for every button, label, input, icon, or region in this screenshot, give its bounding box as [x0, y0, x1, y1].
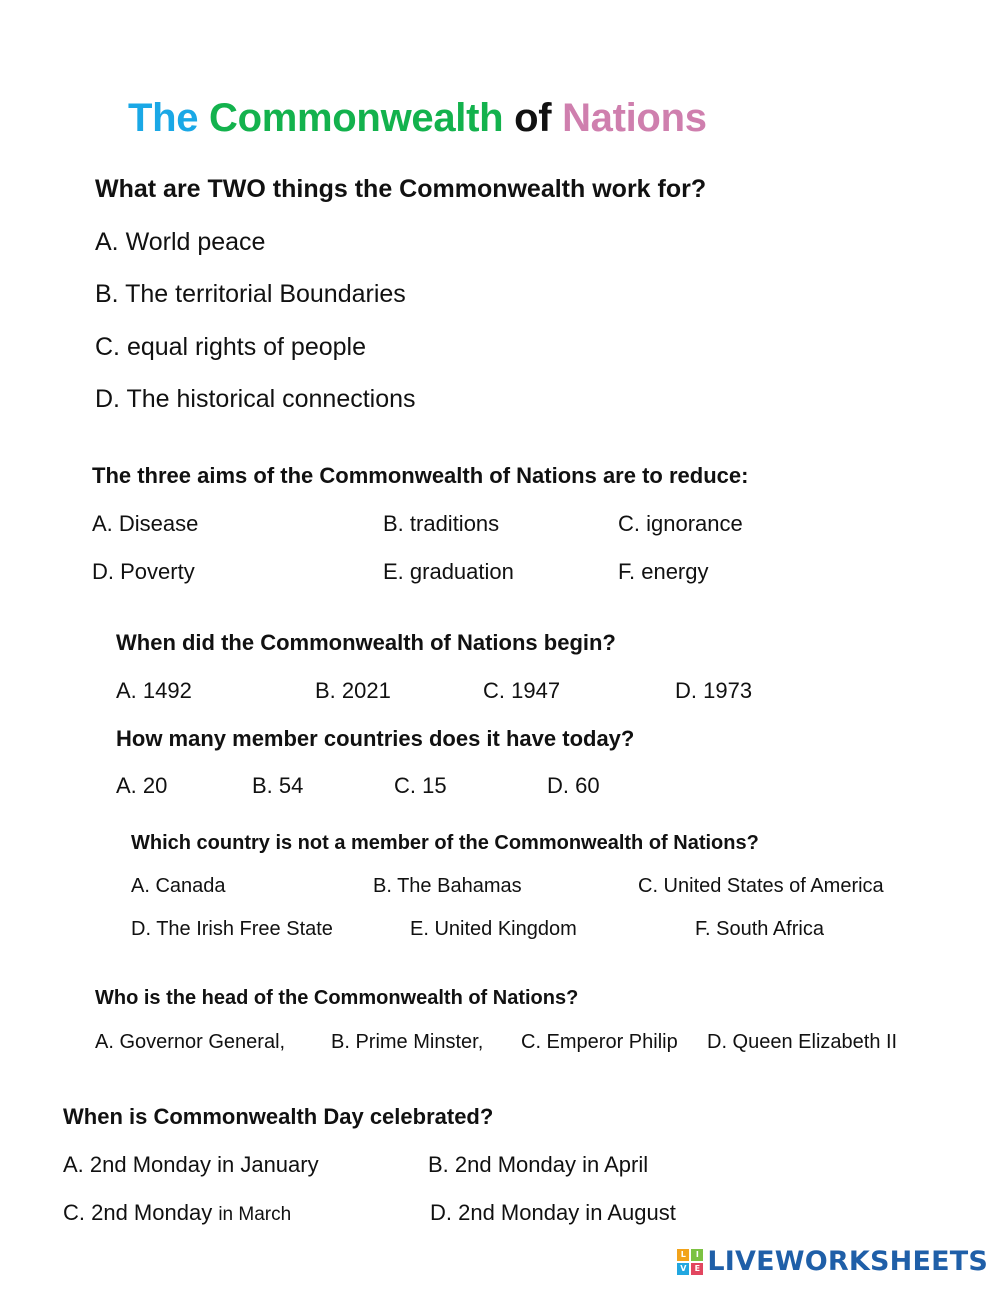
- question-5: Which country is not a member of the Commonwealth of Nations?: [131, 832, 759, 854]
- q4-option-b[interactable]: B. 54: [252, 773, 304, 798]
- logo-letter-e: E: [691, 1263, 703, 1275]
- q7-option-c-suffix: in March: [218, 1204, 292, 1225]
- q5-option-a[interactable]: A. Canada: [131, 875, 226, 897]
- question-1: What are TWO things the Commonwealth work for?: [95, 175, 707, 203]
- q2-option-c[interactable]: C. ignorance: [618, 511, 743, 536]
- q1-option-b[interactable]: B. The territorial Boundaries: [95, 280, 406, 308]
- q4-option-c[interactable]: C. 15: [394, 773, 447, 798]
- page-title: [128, 96, 707, 141]
- q2-option-b[interactable]: B. traditions: [383, 511, 500, 536]
- q3-option-c[interactable]: C. 1947: [483, 678, 561, 703]
- question-3: When did the Commonwealth of Nations begin?: [116, 630, 616, 655]
- q7-option-b[interactable]: B. 2nd Monday in April: [428, 1152, 649, 1177]
- q5-option-e[interactable]: E. United Kingdom: [410, 918, 577, 940]
- question-4: How many member countries does it have today?: [116, 726, 635, 751]
- liveworksheets-logo: [677, 1246, 988, 1277]
- title-word-1: The: [128, 96, 199, 140]
- question-7: When is Commonwealth Day celebrated?: [63, 1104, 494, 1129]
- q6-option-b[interactable]: B. Prime Minster,: [331, 1031, 484, 1053]
- q3-option-d[interactable]: D. 1973: [675, 678, 753, 703]
- logo-text: LIVEWORKSHEETS: [707, 1246, 988, 1277]
- q7-option-c[interactable]: [63, 1200, 291, 1226]
- q2-option-f[interactable]: F. energy: [618, 559, 709, 584]
- q4-option-d[interactable]: D. 60: [547, 773, 600, 798]
- q5-option-f[interactable]: F. South Africa: [695, 918, 824, 940]
- q4-option-a[interactable]: A. 20: [116, 773, 168, 798]
- question-2: The three aims of the Commonwealth of Nations are to reduce:: [92, 463, 749, 488]
- logo-mark-icon: [677, 1249, 703, 1275]
- q6-option-a[interactable]: A. Governor General,: [95, 1031, 286, 1053]
- question-6: Who is the head of the Commonwealth of Nations?: [95, 987, 579, 1009]
- q2-option-d[interactable]: D. Poverty: [92, 559, 195, 584]
- q1-option-c[interactable]: C. equal rights of people: [95, 333, 367, 361]
- title-word-3: of: [514, 96, 552, 140]
- q3-option-a[interactable]: A. 1492: [116, 678, 192, 703]
- q5-option-d[interactable]: D. The Irish Free State: [131, 918, 333, 940]
- q2-option-e[interactable]: E. graduation: [383, 559, 514, 584]
- q5-option-c[interactable]: C. United States of America: [638, 875, 884, 897]
- q2-option-a[interactable]: A. Disease: [92, 511, 199, 536]
- q6-option-c[interactable]: C. Emperor Philip: [521, 1031, 678, 1053]
- logo-letter-i: I: [691, 1249, 703, 1261]
- title-word-4: Nations: [562, 96, 707, 140]
- logo-letter-v: V: [677, 1263, 689, 1275]
- q7-option-d[interactable]: D. 2nd Monday in August: [430, 1200, 676, 1225]
- q1-option-d[interactable]: D. The historical connections: [95, 385, 416, 413]
- logo-letter-l: L: [677, 1249, 689, 1261]
- title-word-2: Commonwealth: [209, 96, 504, 140]
- q6-option-d[interactable]: D. Queen Elizabeth II: [707, 1031, 898, 1053]
- q1-option-a[interactable]: A. World peace: [95, 228, 266, 256]
- q7-option-a[interactable]: A. 2nd Monday in January: [63, 1152, 319, 1177]
- q3-option-b[interactable]: B. 2021: [315, 678, 391, 703]
- q5-option-b[interactable]: B. The Bahamas: [373, 875, 522, 897]
- q7-option-c-main: C. 2nd Monday: [63, 1200, 213, 1225]
